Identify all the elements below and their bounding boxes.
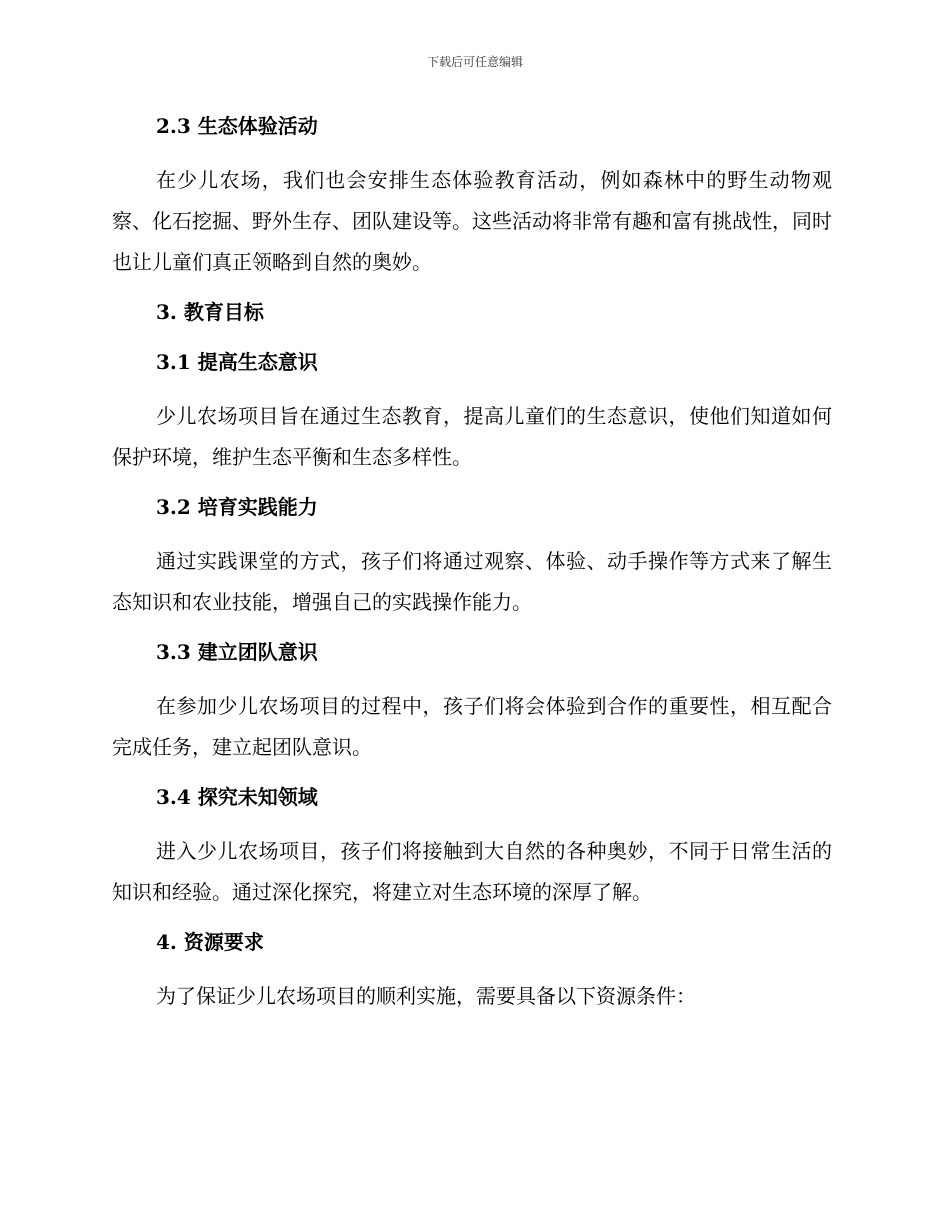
section-heading-3-3: 3.3 建立团队意识 [156, 640, 318, 664]
section-heading-3-1: 3.1 提高生态意识 [156, 350, 318, 374]
section-heading-2-3: 2.3 生态体验活动 [156, 114, 318, 138]
section-body-3-4: 进入少儿农场项目，孩子们将接触到大自然的各种奥妙，不同于日常生活的知识和经验。通过深化探究，将建立对生态环境的深厚了解。 [112, 839, 832, 904]
section-heading-3-4: 3.4 探究未知领域 [156, 785, 318, 809]
section-body-4: 为了保证少儿农场项目的顺利实施，需要具备以下资源条件： [156, 984, 696, 1008]
section-body-3-3: 在参加少儿农场项目的过程中，孩子们将会体验到合作的重要性，相互配合完成任务，建立起团队意识。 [112, 694, 832, 759]
page-header-note: 下载后可任意编辑 [426, 55, 523, 69]
document-body [112, 110, 832, 1017]
section-heading-4: 4. 资源要求 [156, 930, 264, 954]
section-body-3-1: 少儿农场项目旨在通过生态教育，提高儿童们的生态意识，使他们知道如何保护环境，维护生态平衡和生态多样性。 [112, 404, 832, 469]
section-heading-3: 3. 教育目标 [156, 300, 264, 324]
section-body-3-2: 通过实践课堂的方式，孩子们将通过观察、体验、动手操作等方式来了解生态知识和农业技能，增强自己的实践操作能力。 [112, 549, 832, 614]
section-body-2-3: 在少儿农场，我们也会安排生态体验教育活动，例如森林中的野生动物观察、化石挖掘、野外生存、团队建设等。这些活动将非常有趣和富有挑战性，同时也让儿童们真正领略到自然的奥妙。 [112, 168, 832, 274]
section-heading-3-2: 3.2 培育实践能力 [156, 495, 318, 519]
